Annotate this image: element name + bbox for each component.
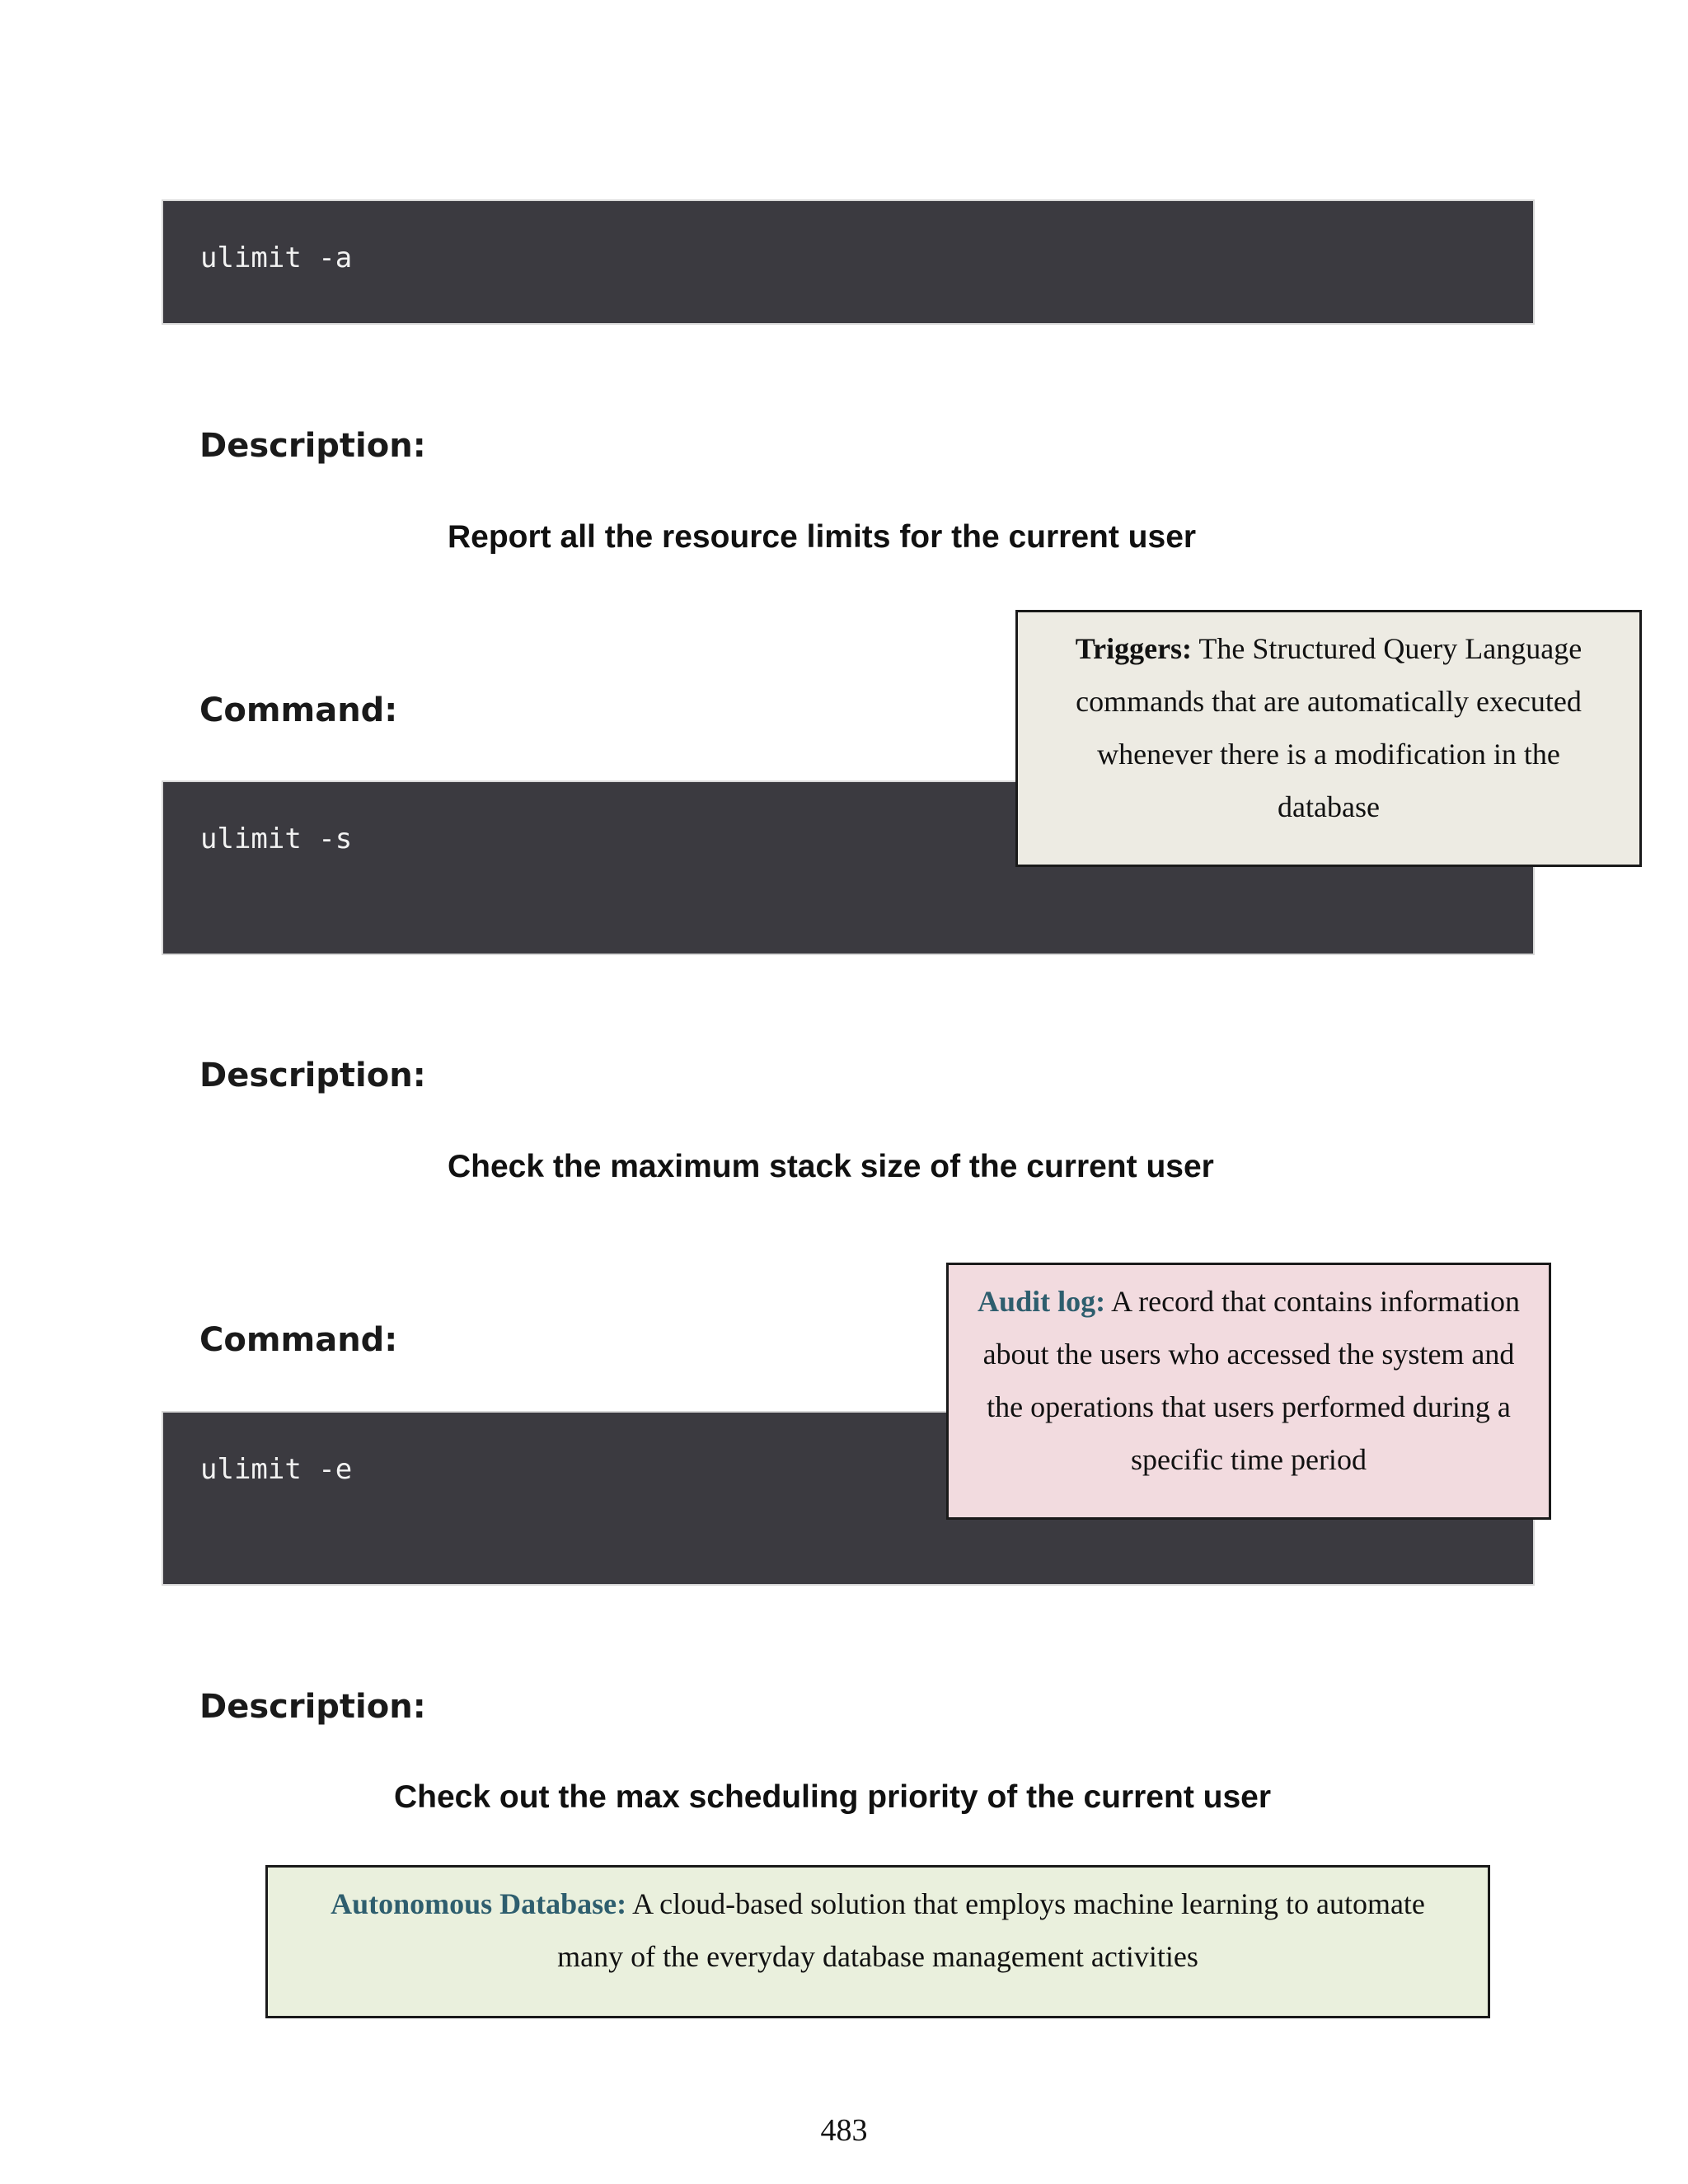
audit-log-callout: [946, 1263, 1551, 1520]
description-label-2: Description:: [199, 1057, 426, 1094]
description-text-2: Check the maximum stack size of the current user: [448, 1149, 1214, 1184]
description-label-1: Description:: [199, 427, 426, 465]
autonomous-database-definition: A cloud-based solution that employs machine learning to automate many of the everyday database management activities: [557, 1887, 1425, 1973]
code-command-1: ulimit -a: [200, 241, 353, 274]
code-command-3: ulimit -e: [200, 1453, 353, 1486]
code-command-2: ulimit -s: [200, 823, 353, 855]
description-text-1: Report all the resource limits for the current user: [448, 519, 1197, 555]
command-label-2: Command:: [199, 691, 398, 729]
description-text-3: Check out the max scheduling priority of the current user: [394, 1779, 1272, 1815]
triggers-term: Triggers:: [1075, 632, 1193, 665]
page-number: 483: [820, 2113, 868, 2148]
autonomous-database-callout: [265, 1865, 1490, 2018]
code-block-1: [162, 199, 1535, 325]
audit-log-definition: A record that contains information about the users who accessed the system and the operations that users performed during a specific time period: [982, 1285, 1520, 1476]
autonomous-database-term: Autonomous Database:: [331, 1887, 627, 1920]
command-label-3: Command:: [199, 1321, 398, 1359]
description-label-3: Description:: [199, 1688, 426, 1726]
triggers-callout: [1015, 610, 1642, 867]
audit-log-term: Audit log:: [978, 1285, 1106, 1318]
triggers-definition: The Structured Query Language commands that are automatically executed whenever there is a modification in the database: [1076, 632, 1582, 823]
